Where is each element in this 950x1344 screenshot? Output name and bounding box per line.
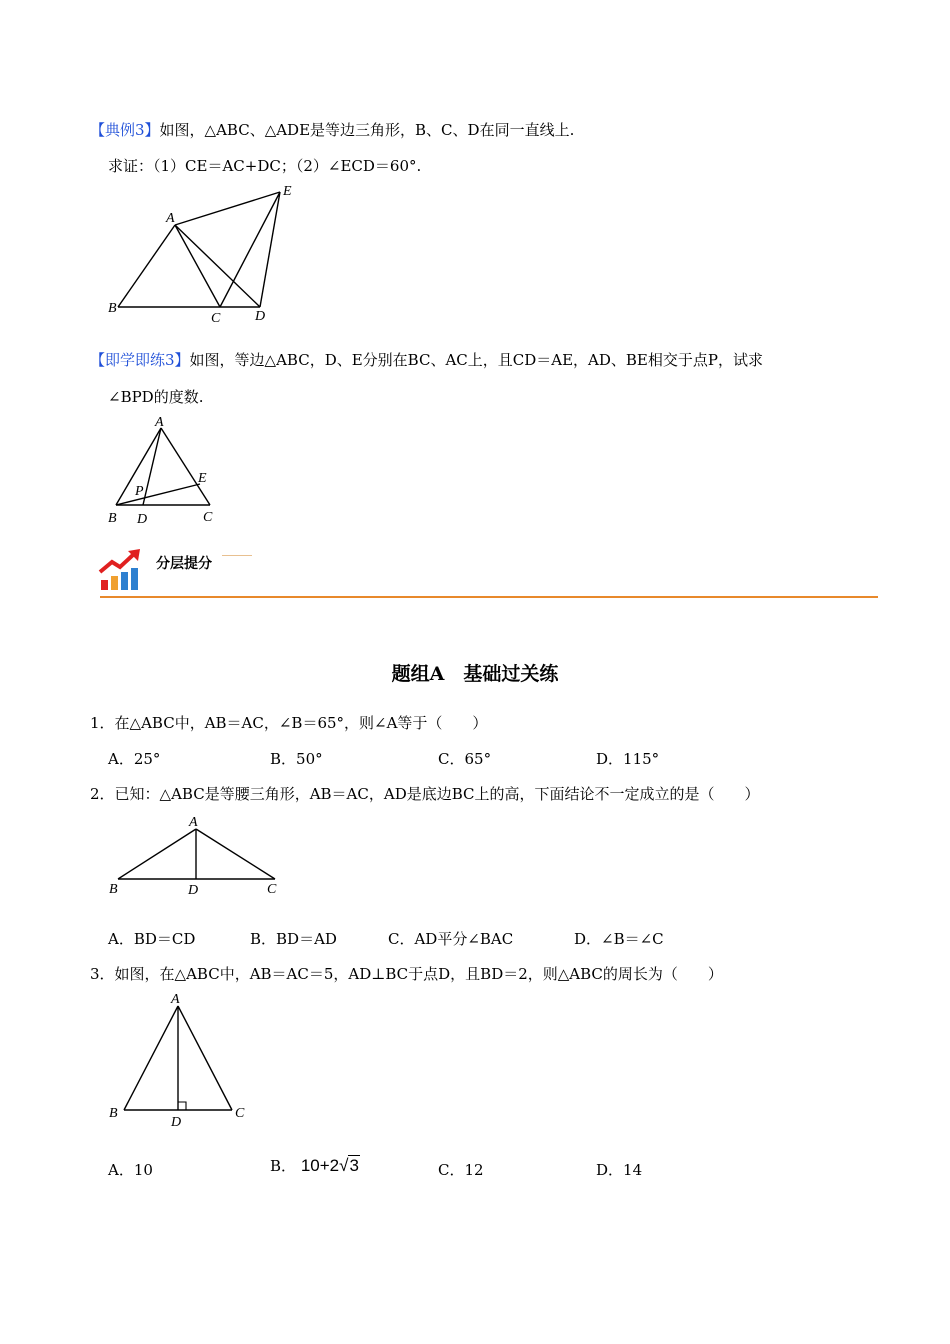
example3-figure xyxy=(100,178,310,328)
q2-option-d[interactable]: D．∠B＝∠C xyxy=(574,930,664,948)
pr3-label-a: A xyxy=(155,415,164,430)
q3-option-b-math xyxy=(301,1155,360,1175)
practice3-statement xyxy=(90,349,763,370)
q2-option-c[interactable]: C．AD平分∠BAC xyxy=(388,930,514,948)
example3-statement xyxy=(90,119,574,140)
pr3-label-c: C xyxy=(203,510,213,525)
pr3-label-d: D xyxy=(137,512,148,527)
q1-option-a[interactable]: A．25° xyxy=(108,750,161,768)
q3-option-b-radicand: 3 xyxy=(349,1156,359,1175)
ex3-label-d: D xyxy=(255,309,266,324)
q2-option-a[interactable]: A．BD＝CD xyxy=(108,930,196,948)
trend-arrow-line xyxy=(100,554,134,572)
example3-text: 如图，△ABC、△ADE是等边三角形，B、C、D在同一直线上. xyxy=(159,121,575,139)
q3-option-a[interactable]: A．10 xyxy=(108,1161,153,1179)
q3-stem: 3．如图，在△ABC中，AB＝AC＝5，AD⊥BC于点D，且BD＝2，则△ABC的周长为（ ） xyxy=(90,965,723,983)
q2-label-d: D xyxy=(188,883,199,898)
pr3-label-e: E xyxy=(198,471,207,486)
group-title: 题组A 基础过关练 xyxy=(391,663,559,685)
q3-label-c: C xyxy=(235,1106,245,1121)
q2-label-a: A xyxy=(189,815,198,830)
q3-option-b[interactable] xyxy=(270,1155,360,1176)
section-divider xyxy=(100,596,878,598)
practice3-text2: ∠BPD的度数. xyxy=(108,388,204,406)
q3-option-c[interactable]: C．12 xyxy=(438,1161,484,1179)
example3-proof: 求证：（1）CE＝AC+DC；（2）∠ECD＝60°. xyxy=(108,157,422,175)
practice3-tag: 【即学即练3】 xyxy=(90,351,190,369)
q1-option-b[interactable]: B．50° xyxy=(270,750,323,768)
practice3-figure xyxy=(100,410,230,530)
q2-figure xyxy=(100,808,290,900)
icon-bar-1 xyxy=(101,580,108,590)
ex3-label-a: A xyxy=(166,211,175,226)
q3-figure xyxy=(100,988,260,1133)
q1-option-c[interactable]: C．65° xyxy=(438,750,492,768)
banner-title: 分层提分 xyxy=(156,556,212,572)
ex3-label-c: C xyxy=(211,311,221,326)
example3-tag: 【典例3】 xyxy=(90,121,160,139)
sqrt-symbol: √ xyxy=(339,1156,349,1175)
banner-title-underline xyxy=(222,555,252,556)
q1-option-d[interactable]: D．115° xyxy=(596,750,660,768)
pr3-label-b: B xyxy=(108,511,117,526)
icon-bar-2 xyxy=(111,576,118,590)
q3-option-b-letter: B． xyxy=(270,1157,297,1175)
q2-label-b: B xyxy=(109,882,118,897)
q2-stem: 2．已知：△ABC是等腰三角形，AB＝AC，AD是底边BC上的高，下面结论不一定成立的是（ ） xyxy=(90,785,760,803)
practice3-text: 如图，等边△ABC，D、E分别在BC、AC上，且CD＝AE，AD、BE相交于点P，试求 xyxy=(189,351,763,369)
chart-growth-icon xyxy=(98,548,144,592)
icon-bar-3 xyxy=(121,572,128,590)
q3-label-a: A xyxy=(171,992,180,1007)
icon-bar-4 xyxy=(131,568,138,590)
pr3-label-p: P xyxy=(135,484,144,499)
q3-option-d[interactable]: D．14 xyxy=(596,1161,643,1179)
q2-option-b[interactable]: B．BD＝AD xyxy=(250,930,337,948)
q3-label-d: D xyxy=(171,1115,182,1130)
q2-label-c: C xyxy=(267,882,277,897)
q3-label-b: B xyxy=(109,1106,118,1121)
ex3-label-b: B xyxy=(108,301,117,316)
q3-option-b-prefix: 10+2 xyxy=(300,1156,340,1175)
ex3-label-e: E xyxy=(283,184,292,199)
q1-stem: 1．在△ABC中，AB＝AC，∠B＝65°，则∠A等于（ ） xyxy=(90,714,488,732)
